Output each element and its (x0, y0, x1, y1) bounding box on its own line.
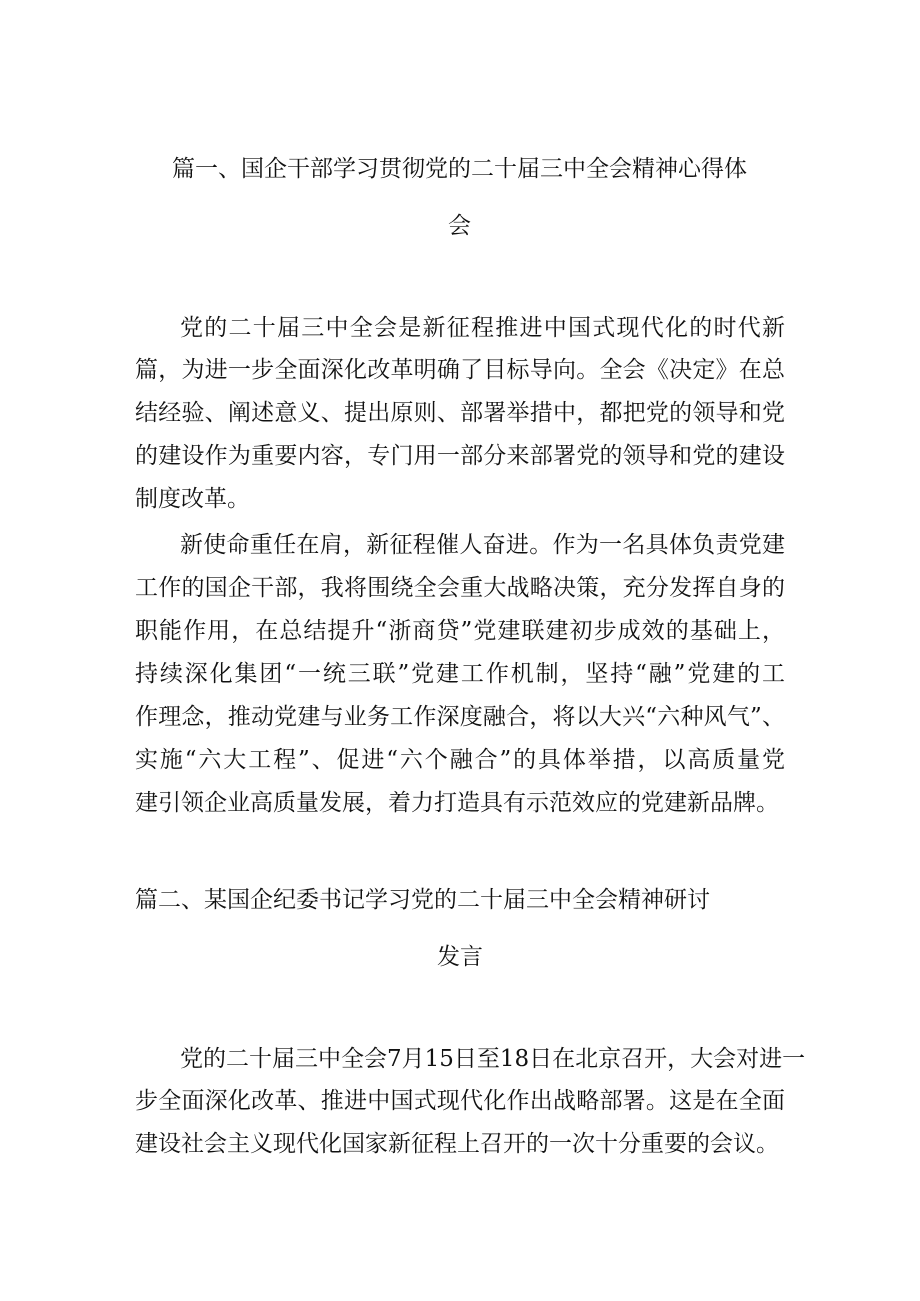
section2-p1-line-3: 建设社会主义现代化国家新征程上召开的一次十分重要的会议。 (135, 1131, 779, 1157)
section1-p1-line-1: 党的二十届三中全会是新征程推进中国式现代化的时代新 (180, 315, 785, 341)
section2-p1-line-1: 党的二十届三中全会7月15日至18日在北京召开，大会对进一 (180, 1046, 806, 1072)
section1-p1-line-5: 制度改革。 (135, 486, 250, 512)
section1-p1-line-4: 的建设作为重要内容，专门用一部分来部署党的领导和党的建设 (135, 443, 785, 469)
section1-p2-line-4: 持续深化集团“一统三联”党建工作机制，坚持“融”党建的工 (135, 661, 785, 687)
section1-title-line-2: 会 (448, 213, 471, 239)
section2-p1-line-2: 步全面深化改革、推进中国式现代化作出战略部署。这是在全面 (135, 1088, 785, 1114)
section1-p2-line-5: 作理念，推动党建与业务工作深度融合，将以大兴“六种风气”、 (135, 704, 785, 730)
section1-p2-line-1: 新使命重任在肩，新征程催人奋进。作为一名具体负责党建 (180, 532, 785, 558)
section1-p2-line-3: 职能作用，在总结提升“浙商贷”党建联建初步成效的基础上， (135, 618, 785, 644)
section1-p1-line-2: 篇，为进一步全面深化改革明确了目标导向。全会《决定》在总 (135, 357, 785, 383)
section1-p1-line-3: 结经验、阐述意义、提出原则、部署举措中，都把党的领导和党 (135, 400, 785, 426)
section2-title-line-1: 篇二、某国企纪委书记学习党的二十届三中全会精神研讨 (135, 887, 710, 913)
section2-title-line-2: 发言 (437, 944, 483, 970)
section1-p2-line-7: 建引领企业高质量发展，着力打造具有示范效应的党建新品牌。 (135, 790, 779, 816)
section1-title-line-1: 篇一、国企干部学习贯彻党的二十届三中全会精神心得体 (172, 156, 747, 182)
section1-p2-line-6: 实施“六大工程”、促进“六个融合”的具体举措，以高质量党 (135, 747, 785, 773)
section1-p2-line-2: 工作的国企干部，我将围绕全会重大战略决策，充分发挥自身的 (135, 575, 785, 601)
